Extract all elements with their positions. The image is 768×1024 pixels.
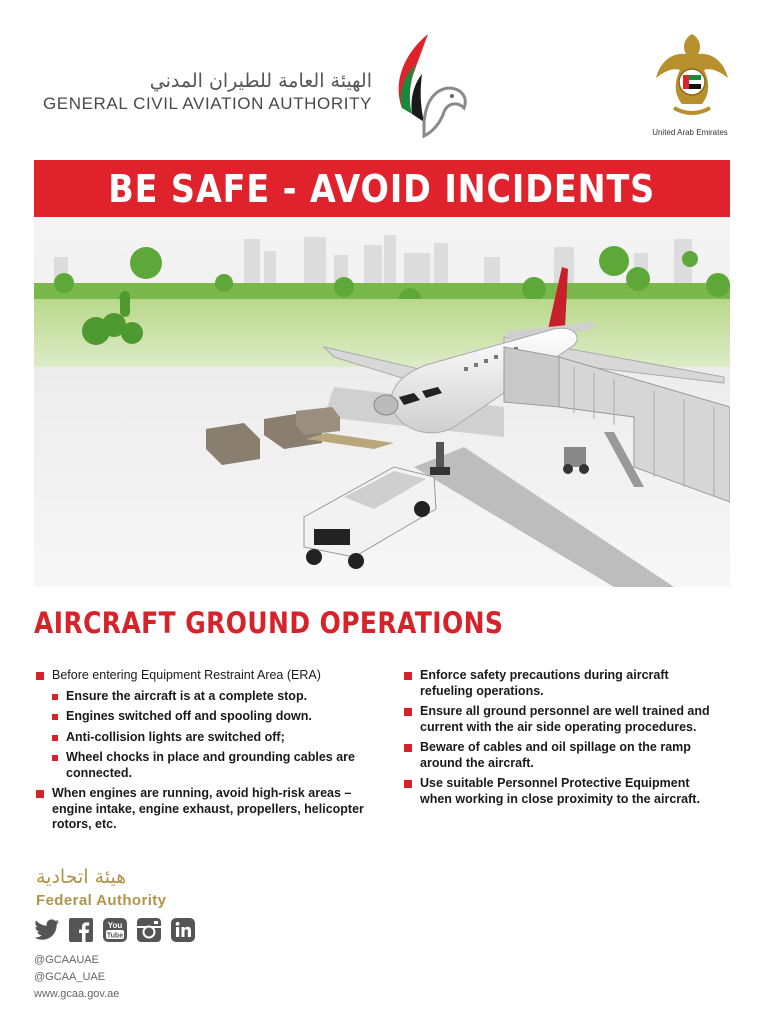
gcaa-english-name: GENERAL CIVIL AVIATION AUTHORITY [42, 94, 372, 113]
section-title: AIRCRAFT GROUND OPERATIONS [34, 606, 504, 640]
sub-list-item [36, 689, 376, 705]
list-item-text: Enforce safety precautions during aircraft refueling operations. [420, 668, 669, 698]
sub-list-item [36, 730, 376, 746]
aircraft-ground-operations-illustration [34, 217, 730, 587]
list-item-text: Ensure all ground personnel are well trained and current with the air side operating procedures. [420, 704, 710, 734]
social-icons [34, 917, 196, 943]
sub-list-item [36, 750, 376, 781]
twitter-icon[interactable] [34, 917, 60, 943]
facebook-icon[interactable] [68, 917, 94, 943]
sub-list-item [36, 709, 376, 725]
gcaa-falcon-logo [388, 32, 470, 142]
uae-caption: United Arab Emirates [652, 128, 728, 137]
instagram-icon[interactable] [136, 917, 162, 943]
list-item-text: Before entering Equipment Restraint Area (ERA) [52, 668, 321, 682]
list-item-text: Anti-collision lights are switched off; [66, 729, 285, 744]
svg-text:You: You [107, 921, 123, 930]
website-link[interactable]: www.gcaa.gov.ae [34, 988, 120, 1000]
title-banner [34, 160, 730, 217]
list-item [404, 740, 724, 771]
list-item [404, 704, 724, 735]
gcaa-wordmark [32, 70, 372, 114]
list-item-text: Ensure the aircraft is at a complete stop. [66, 688, 308, 703]
list-item-text: Engines switched off and spooling down. [66, 709, 312, 723]
list-item [36, 786, 376, 833]
list-item [404, 668, 724, 699]
svg-text:Tube: Tube [106, 932, 124, 940]
gcaa-arabic-name: الهيئة العامة للطيران المدني [149, 70, 372, 92]
twitter-handle[interactable]: @GCAAUAE [34, 954, 99, 966]
list-item-text: Beware of cables and oil spillage on the ramp around the aircraft. [420, 740, 691, 770]
uae-eagle-emblem [652, 30, 732, 120]
left-bullet-list [36, 668, 376, 838]
federal-authority-arabic: هيئة اتحادية [36, 866, 127, 888]
list-item-text: Wheel chocks in place and grounding cables are connected. [66, 750, 355, 780]
banner-title: BE SAFE - AVOID INCIDENTS [108, 166, 656, 211]
instagram-handle[interactable]: @GCAA_UAE [34, 971, 106, 983]
list-item [36, 668, 376, 684]
list-item-text: Use suitable Personnel Protective Equipment when working in close proximity to the aircraft. [420, 776, 700, 806]
list-item [404, 776, 724, 807]
linkedin-icon[interactable] [170, 917, 196, 943]
federal-authority-english: Federal Authority [36, 892, 167, 909]
list-item-text: When engines are running, avoid high-risk areas – engine intake, engine exhaust, propellers, helicopter rotors, etc. [52, 786, 364, 831]
right-bullet-list [404, 668, 724, 812]
youtube-icon[interactable] [102, 917, 128, 943]
